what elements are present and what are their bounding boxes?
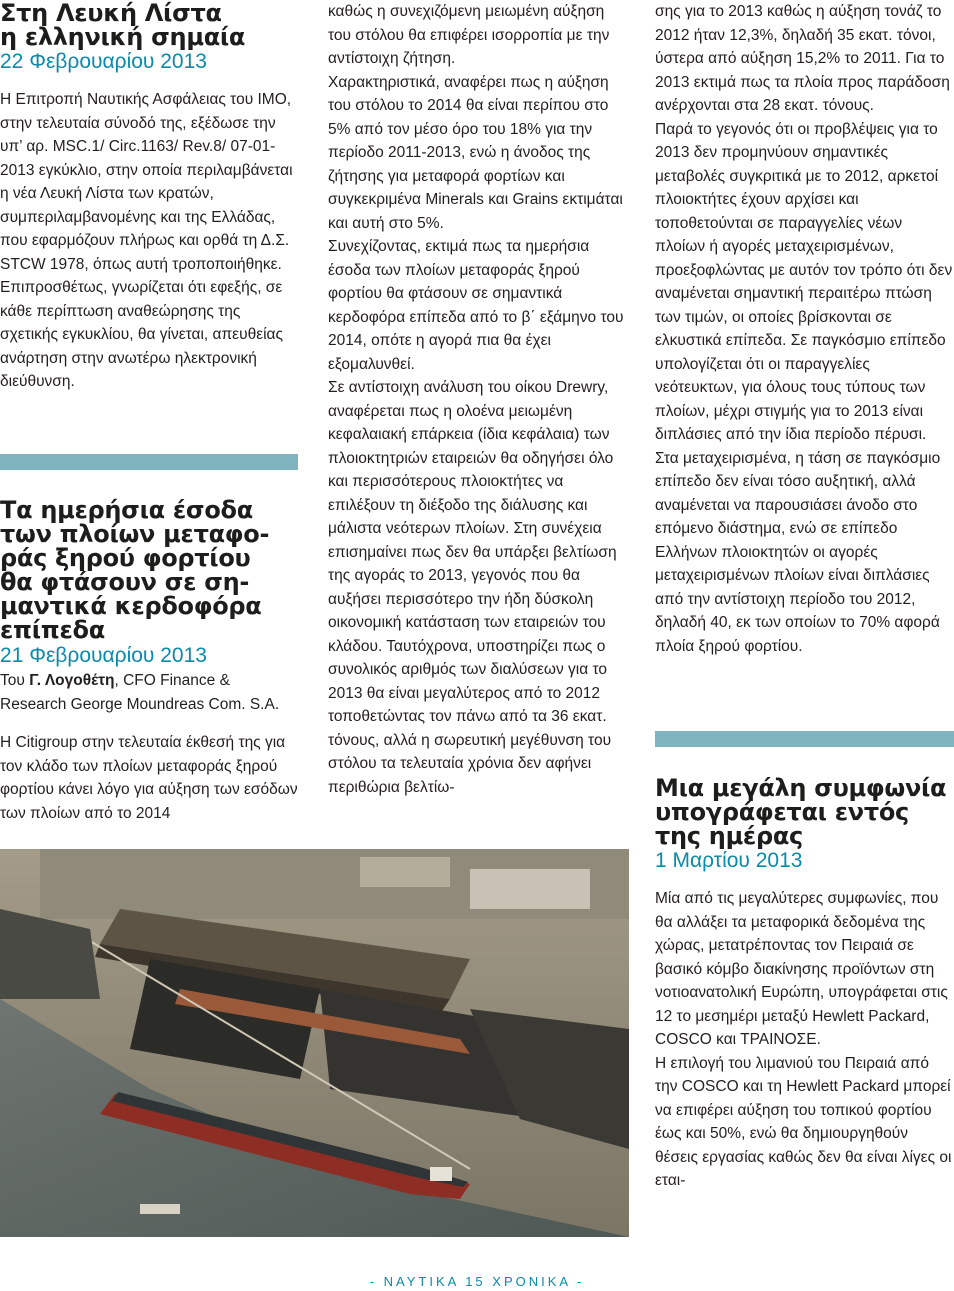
article2-paragraph: Συνεχίζοντας, εκτιμά πως τα ημερήσια έσοδα των πλοίων μεταφοράς ξηρού φορτίου θα φτάσουν σε σημαντικά κερδοφόρα επίπεδα από το β΄ εξάμηνο του 2014, οπότε η αγορά πια θα έχει εξομαλυνθεί. — [328, 238, 624, 373]
column-right — [655, 0, 954, 658]
article3 — [655, 776, 954, 1193]
article2-paragraph: Παρά το γεγονός ότι οι προβλέψεις για το 2013 δεν προμηνύουν σημαντικές μεταβολές συγκριτικά με το 2012, αρκετοί πλοιοκτήτες έχουν αρχίσει και τοποθετούνται σε παραγγελίες νέων πλοίων ή αγορές μεταχειρισμένων, προεξοφλώντας με αυτόν τον τρόπο ότι δεν αναμένεται σημαντική περαιτέρω πτώση των τιμών, οι οποίες βρίσκονται σε ελκυστικά επίπεδα. Σε παγκόσμιο επίπεδο υπολογίζεται ότι οι παραγγελίες νεότευκτων, για όλους τους τύπους των πλοίων, μέχρι στιγμής για το 2013 είναι διπλάσιες από την ίδια περίοδο πέρυσι. Στα μεταχειρισμένα, η τάση σε παγκόσμιο επίπεδο δεν είναι τόσο αυξητική, αλλά αναμένεται να παρουσιάσει άνοδο στο επόμενο διάστημα, ενώ σε επίπεδο Ελλήνων πλοιοκτητών οι αγορές μεταχειρισμένων πλοίων είναι διπλάσιες από την αντίστοιχη περίοδο του 2012, δηλαδή 40, εκ των οποίων το 70% αφορά πλοία ξηρού φορτίου. — [655, 120, 953, 655]
article1-paragraph: Η Επιτροπή Ναυτικής Ασφάλειας του IMO, στην τελευταία σύνοδό της, εξέδωσε την υπ’ αρ. MSC.1/ Circ.1163/ Rev.8/ 07-01-2013 εγκύκλιο, στην οποία περιλαμβάνεται η νέα Λευκή Λίστα των κρατών, συμπεριλαμβανομένης και της Ελλάδας, που εφαρμόζουν πλήρως και ορθά τη Δ.Σ. STCW 1978, όπως αυτή τροποποιήθηκε. — [0, 91, 293, 273]
article3-title — [655, 776, 954, 848]
byline-affiliation: , CFO Finance & Research George Moundreas Com. S.A. — [0, 672, 280, 713]
article2-paragraph: Χαρακτηριστικά, αναφέρει πως η αύξηση του στόλου το 2014 θα είναι περίπου στο 5% από τον μέσο όρο του 18% για την περίοδο 2011-2013, ενώ η άνοδος της ζήτησης για μεταφορά φορτίων και συγκεκριμένα Minerals και Grains εκτιμάται και αυτή στο 5%. — [328, 73, 623, 232]
article1-paragraph: Επιπροσθέτως, γνωρίζεται ότι εφεξής, σε κάθε περίπτωση αναθεώρησης της σχετικής εγκυκλίου, θα γίνεται, απευθείας ανάρτηση στην ανωτέρω ηλεκτρονική διεύθυνση. — [0, 279, 283, 390]
byline-author-name: Γ. Λογοθέτη — [29, 672, 115, 689]
warehouse-roof — [470, 869, 590, 909]
article2-body-col1 — [0, 731, 300, 825]
article2-title-line: μαντικά κερδοφόρα — [0, 592, 262, 620]
article3-date: 1 Μαρτίου 2013 — [655, 849, 803, 872]
page-footer: - ΝΑΥΤΙΚΑ 15 ΧΡΟΝΙΚΑ - — [369, 1274, 585, 1289]
article2-byline — [0, 669, 300, 716]
article2-title-line: των πλοίων μεταφο- — [0, 520, 270, 548]
article2-header — [0, 498, 300, 825]
article1-title — [0, 1, 300, 49]
port-aerial-illustration — [0, 849, 629, 1237]
article3-body — [655, 887, 954, 1193]
byline-prefix: Του — [0, 672, 25, 689]
article2-title-line: επίπεδα — [0, 616, 105, 644]
article3-title-line: της ημέρας — [655, 822, 803, 850]
article2-title-line: θα φτάσουν σε ση- — [0, 568, 250, 596]
article2-title — [0, 498, 300, 642]
article2-paragraph: Σε αντίστοιχη ανάλυση του οίκου Drewry, αναφέρεται πως η ολοένα μειωμένη κεφαλαιακή επάρκεια (ίδια κεφάλαια) των πλοιοκτητριών εταιρειών θα οδηγήσει όλο και περισσότερους πλοιοκτήτες να επιλέξουν τη διέξοδο της διάλυσης και μάλιστα νεότερων πλοίων. Στη συνέχεια επισημαίνει πως δεν θα υπάρξει βελτίωση της αγοράς το 2013, γεγονός που θα αυξήσει περισσότερο την ήδη δύσκολη οικονομική κατάσταση των εταιρειών του κλάδου. Ταυτόχρονα, υποστηρίζει πως ο συνολικός αριθμός των διαλύσεων για το 2013 θα είναι μεγαλύτερος από το 2012 τοποθετώντας τον πάνω από τα 36 εκατ. τόνους, αλλά η σωρευτική μεγέθυνση του στόλου τα τελευταία χρόνια δεν αφήνει περιθώρια βελτίω- — [328, 379, 617, 796]
article2-paragraph: Η Citigroup στην τελευταία έκθεσή της για τον κλάδο των πλοίων μεταφοράς ξηρού φορτίου κάνει λόγο για αύξηση των εσόδων των πλοίων από το 2014 — [0, 734, 298, 822]
section-divider-bar — [655, 731, 954, 747]
article2-date: 21 Φεβρουαρίου 2013 — [0, 644, 207, 667]
column-middle — [328, 0, 628, 799]
port-aerial-photo — [0, 849, 629, 1237]
warehouse-roof — [360, 857, 450, 887]
article2-title-line: Τα ημερήσια έσοδα — [0, 496, 253, 524]
article1-date: 22 Φεβρουαρίου 2013 — [0, 50, 207, 73]
article1-title-line: η ελληνική σημαία — [0, 23, 246, 51]
article2-body-col3 — [655, 0, 954, 658]
ship-bridge — [430, 1167, 452, 1181]
article2-paragraph: καθώς η συνεχιζόμενη μειωμένη αύξηση του στόλου θα επιφέρει ισορροπία με την αντίστοιχη ζήτηση. — [328, 3, 610, 67]
article3-paragraph: Μία από τις μεγαλύτερες συμφωνίες, που θα αλλάξει τα μεταφορικά δεδομένα της χώρας, μετατρέποντας τον Πειραιά σε βασικό κόμβο διακίνησης προϊόντων στη νοτιοανατολική Ευρώπη, υπογράφεται στις 12 το μεσημέρι μεταξύ Hewlett Packard, COSCO και ΤΡΑΙΝΟΣΕ. — [655, 890, 948, 1048]
tug-boat — [140, 1204, 180, 1214]
column-left — [0, 0, 300, 394]
article2-paragraph: σης για το 2013 καθώς η αύξηση τονάζ το 2012 ήταν 12,3%, δηλαδή 35 εκατ. τόνοι, ύστερα από αύξηση 15,2% το 2011. Για το 2013 εκτιμά πως τα πλοία προς παράδοση ανέρχονται στα 28 εκατ. τόνους. — [655, 3, 950, 114]
article1-title-line: Στη Λευκή Λίστα — [0, 0, 222, 27]
article3-paragraph: Η επιλογή του λιμανιού του Πειραιά από την COSCO και τη Hewlett Packard μπορεί να επιφέρει αύξηση του τοπικού φορτίου έως και 50%, ενώ θα δημιουργηθούν θέσεις εργασίας καθώς δεν θα είναι λίγες οι εται- — [655, 1054, 952, 1189]
article1-body — [0, 88, 300, 394]
article2-body-col2 — [328, 0, 628, 799]
section-divider-bar — [0, 454, 298, 470]
article3-title-line: Μια μεγάλη συμφωνία — [655, 774, 947, 802]
article2-title-line: ράς ξηρού φορτίου — [0, 544, 251, 572]
article3-title-line: υπογράφεται εντός — [655, 798, 909, 826]
